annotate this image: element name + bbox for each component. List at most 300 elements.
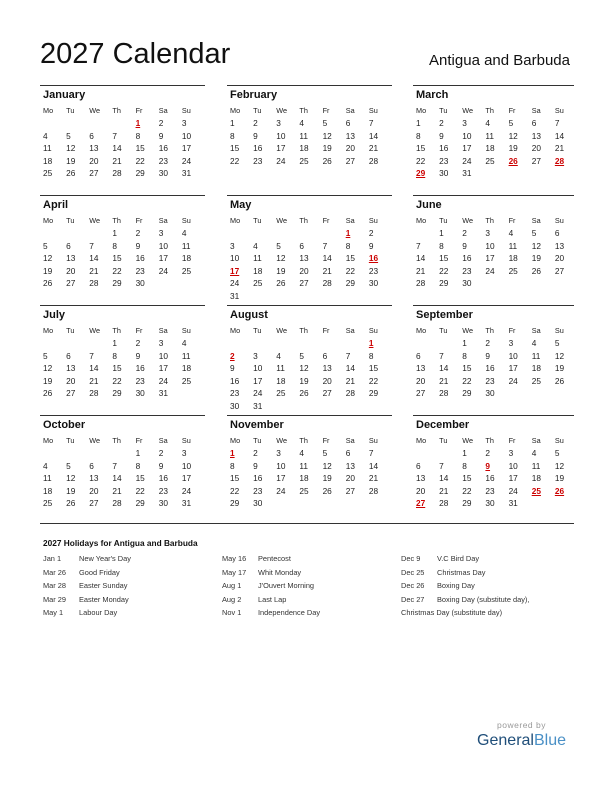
- day-cell: 2: [253, 448, 258, 458]
- month-divider: [413, 415, 574, 416]
- weekday-label: Su: [554, 436, 564, 445]
- week-row: [227, 142, 389, 155]
- day-cell: 11: [531, 460, 541, 471]
- day-cell: 21: [439, 485, 449, 496]
- month-october: [40, 419, 202, 510]
- week-row: [413, 117, 575, 130]
- empty-cell: [63, 227, 86, 240]
- week-row: [227, 400, 389, 413]
- empty-cell: [40, 117, 63, 130]
- day-cell: 24: [158, 375, 168, 386]
- weekday-label: We: [89, 106, 101, 115]
- day-cell: 17: [276, 143, 286, 154]
- weekday-label: Th: [112, 436, 121, 445]
- day-cell: 12: [531, 240, 541, 251]
- day-cell: 14: [439, 363, 449, 374]
- month-november: [227, 419, 389, 510]
- holiday-day: 16: [368, 253, 379, 264]
- week-row: [413, 472, 575, 485]
- day-cell: 17: [462, 143, 472, 154]
- holiday-name: Easter Sunday: [79, 581, 128, 591]
- day-cell: 7: [416, 240, 421, 251]
- day-cell: 7: [439, 460, 444, 471]
- month-divider: [227, 415, 392, 416]
- week-row: [40, 227, 202, 240]
- week-row: [227, 117, 389, 130]
- day-cell: 30: [230, 400, 240, 411]
- day-cell: 3: [181, 118, 187, 128]
- day-cell: 9: [158, 460, 164, 471]
- day-cell: 21: [368, 143, 379, 154]
- day-cell: [366, 337, 389, 350]
- day-cell: 4: [485, 118, 491, 128]
- weekday-label: Mo: [230, 436, 241, 445]
- week-row: [40, 130, 202, 143]
- day-cell: 15: [230, 473, 240, 484]
- day-cell: 2: [439, 118, 444, 128]
- empty-cell: [320, 290, 343, 303]
- day-cell: 7: [112, 130, 118, 141]
- day-cell: 21: [345, 375, 355, 386]
- empty-cell: [296, 497, 319, 510]
- empty-cell: [482, 167, 505, 180]
- day-cell: 4: [43, 460, 48, 471]
- day-cell: 20: [322, 375, 332, 386]
- day-cell: 9: [485, 350, 491, 361]
- day-cell: 26: [66, 498, 76, 509]
- day-cell: 26: [43, 278, 53, 289]
- day-cell: 7: [439, 350, 444, 361]
- holiday-date: May 17: [222, 567, 247, 577]
- holiday-name: New Year's Day: [79, 554, 131, 563]
- weekday-label: Fr: [135, 216, 143, 225]
- weekday-label: Mo: [43, 106, 54, 115]
- empty-cell: [436, 337, 459, 350]
- empty-cell: [482, 277, 505, 290]
- month-divider: [40, 195, 205, 196]
- weekday-label: Th: [485, 436, 494, 445]
- day-cell: 2: [158, 448, 164, 458]
- week-row: [413, 337, 575, 350]
- week-row: [227, 460, 389, 473]
- week-row: [227, 485, 389, 498]
- holiday-date: Jan 1: [43, 554, 62, 563]
- day-cell: 8: [439, 240, 444, 251]
- empty-cell: [506, 167, 529, 180]
- weekday-header: [227, 105, 389, 117]
- empty-cell: [109, 447, 132, 460]
- holiday-date: Nov 1: [222, 608, 242, 618]
- day-cell: 20: [345, 473, 355, 484]
- week-row: [40, 497, 202, 510]
- day-cell: 3: [158, 228, 164, 238]
- weekday-label: Mo: [43, 436, 54, 445]
- day-cell: 3: [276, 118, 281, 128]
- holiday-name: Christmas Day (substitute day): [401, 608, 503, 618]
- day-cell: 28: [112, 168, 122, 179]
- day-cell: 5: [66, 130, 71, 141]
- weekday-label: Fr: [322, 106, 330, 115]
- weekday-label: Sa: [345, 106, 355, 115]
- day-cell: 18: [299, 473, 309, 484]
- week-row: [40, 387, 202, 400]
- day-cell: 29: [112, 388, 122, 399]
- weekday-label: Sa: [158, 436, 168, 445]
- day-cell: 22: [135, 155, 145, 166]
- empty-cell: [273, 337, 296, 350]
- day-cell: 20: [531, 143, 541, 154]
- holiday-name: J'Ouvert Morning: [258, 581, 315, 591]
- day-cell: 26: [66, 168, 76, 179]
- empty-cell: [40, 337, 63, 350]
- day-cell: 26: [43, 388, 53, 399]
- day-cell: 31: [181, 498, 192, 509]
- weekday-label: Fr: [322, 216, 330, 225]
- day-cell: 4: [508, 228, 514, 238]
- week-row: [40, 362, 202, 375]
- holiday-day: 28: [554, 155, 565, 166]
- day-cell: 22: [368, 375, 379, 386]
- week-row: [40, 240, 202, 253]
- day-cell: 23: [439, 155, 449, 166]
- day-cell: [227, 265, 250, 278]
- day-cell: 20: [416, 375, 426, 386]
- month-divider: [40, 305, 205, 306]
- day-cell: [227, 350, 250, 363]
- month-divider: [227, 305, 392, 306]
- weekday-label: Tu: [439, 326, 448, 335]
- day-cell: 25: [531, 375, 541, 386]
- day-cell: 10: [181, 460, 192, 471]
- day-cell: 13: [66, 253, 76, 264]
- day-cell: 20: [89, 155, 99, 166]
- week-row: [413, 142, 575, 155]
- day-cell: 24: [276, 485, 286, 496]
- day-cell: 23: [135, 265, 145, 276]
- month-june: [413, 199, 575, 290]
- day-cell: 6: [299, 240, 305, 251]
- day-cell: 15: [135, 473, 145, 484]
- day-cell: 23: [485, 375, 495, 386]
- day-cell: 16: [462, 253, 472, 264]
- day-cell: 18: [181, 363, 192, 374]
- day-cell: 15: [230, 143, 240, 154]
- day-cell: 21: [368, 473, 379, 484]
- day-cell: 8: [135, 130, 141, 141]
- weekday-label: Th: [112, 326, 121, 335]
- day-cell: 23: [253, 485, 263, 496]
- empty-cell: [63, 117, 86, 130]
- empty-cell: [227, 227, 250, 240]
- day-cell: 25: [181, 265, 192, 276]
- day-cell: 12: [322, 130, 332, 141]
- day-cell: 22: [439, 265, 449, 276]
- day-cell: 1: [230, 118, 235, 128]
- day-cell: 26: [322, 485, 332, 496]
- day-cell: 4: [43, 130, 48, 141]
- day-cell: 13: [89, 473, 99, 484]
- day-cell: 15: [135, 143, 145, 154]
- day-cell: 5: [66, 460, 71, 471]
- holiday-item: [43, 579, 131, 593]
- weekday-label: Fr: [508, 436, 516, 445]
- day-cell: 17: [181, 143, 192, 154]
- week-row: [40, 277, 202, 290]
- week-row: [413, 497, 575, 510]
- day-cell: 29: [112, 278, 122, 289]
- day-cell: 8: [230, 130, 235, 141]
- day-cell: 13: [531, 130, 541, 141]
- day-cell: 31: [462, 168, 472, 179]
- day-cell: 27: [66, 388, 76, 399]
- day-cell: 15: [439, 253, 449, 264]
- day-cell: 4: [276, 350, 281, 361]
- day-cell: [413, 167, 436, 180]
- holiday-day: 29: [416, 168, 426, 179]
- brand-blue: Blue: [533, 732, 566, 749]
- weekday-header: [227, 435, 389, 447]
- weekday-label: Mo: [230, 216, 241, 225]
- day-cell: 28: [112, 498, 122, 509]
- day-cell: 10: [276, 460, 286, 471]
- day-cell: 25: [508, 265, 518, 276]
- weekday-header: [40, 325, 202, 337]
- day-cell: 13: [345, 460, 355, 471]
- week-row: [40, 155, 202, 168]
- week-row: [40, 485, 202, 498]
- day-cell: 30: [253, 498, 263, 509]
- holiday-date: Dec 27: [401, 594, 425, 604]
- holiday-date: Mar 29: [43, 594, 67, 604]
- day-cell: 30: [485, 498, 495, 509]
- day-cell: 19: [66, 485, 76, 496]
- week-row: [413, 240, 575, 253]
- month-name: May: [230, 199, 252, 211]
- day-cell: 27: [416, 388, 426, 399]
- holiday-column: [43, 552, 131, 620]
- day-cell: 14: [112, 143, 122, 154]
- day-cell: 12: [43, 363, 53, 374]
- holiday-item: [222, 552, 320, 566]
- weekday-label: Sa: [531, 436, 541, 445]
- day-cell: 23: [135, 375, 145, 386]
- week-row: [40, 447, 202, 460]
- week-row: [227, 252, 389, 265]
- day-cell: 22: [462, 485, 472, 496]
- day-cell: 1: [462, 338, 467, 348]
- weekday-label: We: [462, 436, 474, 445]
- week-row: [227, 130, 389, 143]
- divider: [40, 523, 574, 524]
- day-cell: 8: [112, 240, 118, 251]
- day-cell: 24: [276, 155, 286, 166]
- day-cell: 11: [181, 350, 191, 361]
- day-cell: 13: [89, 143, 99, 154]
- weekday-label: Mo: [230, 326, 241, 335]
- empty-cell: [40, 227, 63, 240]
- day-cell: 22: [112, 375, 122, 386]
- holiday-date: Mar 26: [43, 567, 67, 577]
- day-cell: 4: [181, 338, 187, 348]
- day-cell: 6: [66, 350, 71, 361]
- weekday-label: Th: [299, 326, 308, 335]
- day-cell: 2: [158, 118, 164, 128]
- day-cell: 13: [66, 363, 76, 374]
- holiday-date: May 16: [222, 554, 247, 563]
- week-row: [413, 485, 575, 498]
- day-cell: 18: [43, 155, 53, 166]
- day-cell: 31: [253, 400, 263, 411]
- day-cell: 8: [345, 240, 351, 251]
- empty-cell: [250, 227, 273, 240]
- weekday-label: We: [462, 106, 474, 115]
- month-name: December: [416, 419, 470, 431]
- day-cell: 30: [135, 388, 145, 399]
- holiday-day: 2: [230, 350, 235, 361]
- day-cell: 3: [485, 228, 491, 238]
- day-cell: 29: [368, 388, 379, 399]
- holiday-item: [43, 606, 131, 620]
- holiday-date: Aug 1: [222, 581, 242, 591]
- week-row: [40, 117, 202, 130]
- day-cell: 10: [158, 240, 168, 251]
- holiday-day: 17: [230, 265, 240, 276]
- day-cell: 23: [368, 265, 379, 276]
- holiday-day: 25: [531, 485, 541, 496]
- week-row: [413, 227, 575, 240]
- empty-cell: [320, 497, 343, 510]
- day-cell: 10: [276, 130, 286, 141]
- day-cell: 5: [322, 448, 328, 458]
- weekday-label: Su: [554, 326, 564, 335]
- day-cell: 11: [253, 253, 262, 264]
- day-cell: 4: [299, 118, 305, 128]
- week-row: [40, 472, 202, 485]
- weekday-label: We: [89, 216, 101, 225]
- empty-cell: [296, 337, 319, 350]
- weekday-header: [40, 215, 202, 227]
- day-cell: 19: [43, 265, 53, 276]
- day-cell: 19: [299, 375, 309, 386]
- day-cell: 21: [89, 265, 99, 276]
- day-cell: 2: [485, 338, 491, 348]
- holiday-item: [43, 566, 131, 580]
- weekday-header: [413, 435, 575, 447]
- month-september: [413, 309, 575, 400]
- holiday-date: Dec 25: [401, 567, 425, 577]
- empty-cell: [413, 337, 436, 350]
- weekday-label: We: [89, 326, 101, 335]
- day-cell: 8: [368, 350, 374, 361]
- day-cell: 14: [416, 253, 426, 264]
- day-cell: 9: [158, 130, 164, 141]
- day-cell: 11: [531, 350, 541, 361]
- holiday-day: 1: [345, 228, 351, 238]
- day-cell: 2: [253, 118, 258, 128]
- month-march: [413, 89, 575, 180]
- empty-cell: [506, 277, 529, 290]
- week-row: [40, 265, 202, 278]
- day-cell: 26: [299, 388, 309, 399]
- weekday-label: Tu: [253, 106, 262, 115]
- month-divider: [40, 415, 205, 416]
- day-cell: 18: [253, 265, 263, 276]
- day-cell: 17: [253, 375, 263, 386]
- holiday-name: V.C Bird Day: [437, 554, 480, 563]
- day-cell: [482, 460, 505, 473]
- month-divider: [227, 85, 392, 86]
- day-cell: 2: [462, 228, 467, 238]
- day-cell: 19: [554, 473, 565, 484]
- day-cell: 15: [462, 363, 472, 374]
- day-cell: 14: [89, 363, 99, 374]
- day-cell: 22: [135, 485, 145, 496]
- empty-cell: [273, 290, 296, 303]
- day-cell: 29: [439, 278, 449, 289]
- day-cell: 21: [112, 485, 122, 496]
- day-cell: 5: [508, 118, 514, 128]
- month-divider: [413, 195, 574, 196]
- empty-cell: [320, 227, 343, 240]
- day-cell: 29: [462, 498, 472, 509]
- empty-cell: [413, 227, 436, 240]
- week-row: [40, 350, 202, 363]
- day-cell: 8: [230, 460, 235, 471]
- empty-cell: [552, 277, 575, 290]
- day-cell: 7: [322, 240, 328, 251]
- day-cell: 11: [276, 363, 285, 374]
- month-july: [40, 309, 202, 400]
- month-name: June: [416, 199, 442, 211]
- week-row: [413, 350, 575, 363]
- weekday-label: We: [276, 106, 288, 115]
- month-name: March: [416, 89, 449, 101]
- day-cell: 3: [462, 118, 467, 128]
- week-row: [227, 447, 389, 460]
- empty-cell: [343, 400, 366, 413]
- month-april: [40, 199, 202, 290]
- week-row: [413, 387, 575, 400]
- week-row: [227, 265, 389, 278]
- empty-cell: [179, 387, 202, 400]
- day-cell: 5: [322, 118, 328, 128]
- day-cell: 22: [345, 265, 355, 276]
- day-cell: 14: [345, 363, 355, 374]
- day-cell: 14: [554, 130, 565, 141]
- month-name: July: [43, 309, 66, 321]
- day-cell: 7: [368, 118, 374, 128]
- day-cell: 16: [485, 473, 495, 484]
- weekday-label: Mo: [230, 106, 241, 115]
- empty-cell: [227, 337, 250, 350]
- holiday-day: 26: [554, 485, 565, 496]
- day-cell: 9: [135, 350, 141, 361]
- day-cell: 5: [299, 350, 305, 361]
- day-cell: 10: [508, 460, 518, 471]
- month-name: February: [230, 89, 278, 101]
- empty-cell: [366, 290, 389, 303]
- day-cell: 6: [554, 228, 560, 238]
- weekday-label: Tu: [66, 436, 75, 445]
- weekday-label: Su: [181, 216, 191, 225]
- week-row: [40, 167, 202, 180]
- day-cell: 27: [89, 498, 99, 509]
- holiday-name: Boxing Day: [437, 581, 475, 591]
- day-cell: 28: [89, 388, 99, 399]
- day-cell: 29: [135, 168, 145, 179]
- day-cell: 12: [322, 460, 332, 471]
- weekday-label: Mo: [416, 216, 427, 225]
